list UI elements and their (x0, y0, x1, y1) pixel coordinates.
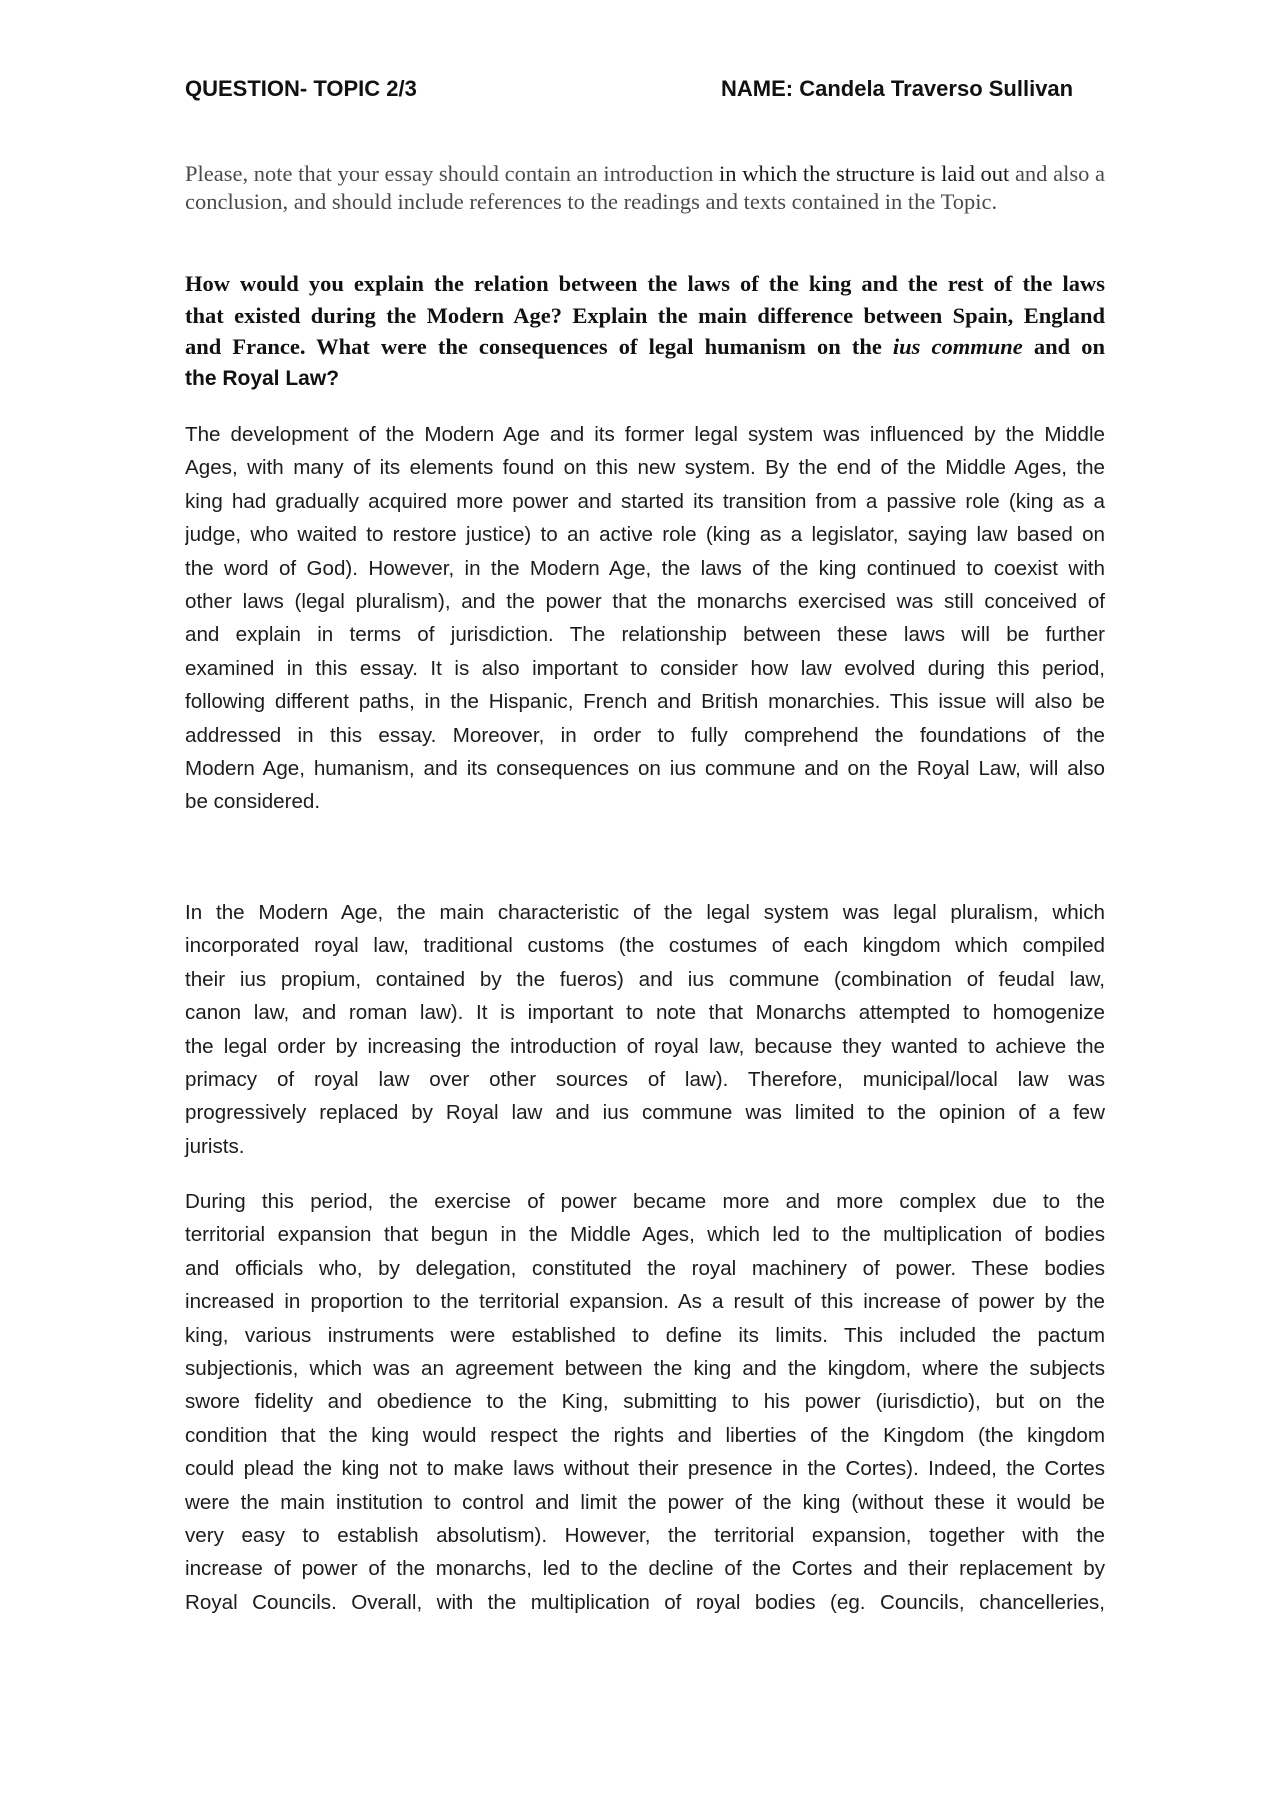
paragraph-line: swore fidelity and obedience to the King, submitting to his power (iurisdictio), but on the (185, 1390, 1105, 1414)
paragraph-line: the word of God). However, in the Modern Age, the laws of the king continued to coexist with (185, 556, 1105, 580)
paragraph-line: the legal order by increasing the introduction of royal law, because they wanted to achieve the (185, 1034, 1105, 1058)
paragraph-line: jurists. (185, 1134, 245, 1158)
paragraph-line: Royal Councils. Overall, with the multiplication of royal bodies (eg. Councils, chancelleries, (185, 1590, 1105, 1614)
paragraph-line: be considered. (185, 790, 321, 814)
paragraph-line: very easy to establish absolutism). However, the territorial expansion, together with the (185, 1524, 1105, 1548)
question-line-3-end: and on (1022, 334, 1105, 359)
paragraph-line: other laws (legal pluralism), and the power that the monarchs exercised was still conceived of (185, 590, 1105, 614)
paragraph-line: territorial expansion that begun in the Middle Ages, which led to the multiplication of bodies (185, 1223, 1105, 1247)
paragraph-line: increase of power of the monarchs, led to the decline of the Cortes and their replacement by (185, 1557, 1105, 1581)
paragraph-line: their ius propium, contained by the fueros) and ius commune (combination of feudal law, (185, 967, 1105, 991)
paragraph-line: were the main institution to control and limit the power of the king (without these it would be (185, 1490, 1105, 1514)
instructions-part-1: Please, note that your essay should contain an introduction (185, 161, 714, 186)
paragraph-line: examined in this essay. It is also important to consider how law evolved during this period, (185, 656, 1105, 680)
paragraph-line: king had gradually acquired more power and started its transition from a passive role (king as a (185, 489, 1105, 513)
paragraph-line: judge, who waited to restore justice) to an active role (king as a legislator, saying law based on (185, 523, 1105, 547)
question-line-3-start: and France. What were the consequences of legal humanism on the (185, 334, 893, 359)
paragraph-line: addressed in this essay. Moreover, in order to fully comprehend the foundations of the (185, 723, 1105, 747)
paragraph-line: Ages, with many of its elements found on this new system. By the end of the Middle Ages, the (185, 456, 1105, 480)
paragraph-line: In the Modern Age, the main characteristic of the legal system was legal pluralism, which (185, 901, 1105, 924)
instructions-part-3: and also a conclusion, and should include references to the readings and texts contained in the Topic. (185, 161, 1105, 214)
instructions-part-2: in which the structure is laid out (713, 161, 1015, 186)
essay-introduction-paragraph (185, 418, 1105, 819)
paragraph-line: and explain in terms of jurisdiction. The relationship between these laws will be further (185, 623, 1105, 647)
paragraph-line: and officials who, by delegation, constituted the royal machinery of power. These bodies (185, 1256, 1105, 1280)
paragraph-line: could plead the king not to make laws without their presence in the Cortes). Indeed, the Cortes (185, 1457, 1105, 1481)
question-line: the Royal Law? (185, 366, 340, 390)
student-name-label: NAME: Candela Traverso Sullivan (721, 76, 1074, 101)
paragraph-line: incorporated royal law, traditional customs (the costumes of each kingdom which compiled (185, 934, 1105, 958)
paragraph-line: king, various instruments were established to define its limits. This included the pactum (185, 1323, 1105, 1347)
paragraph-line: The development of the Modern Age and its former legal system was influenced by the Middle (185, 423, 1105, 446)
essay-paragraph-legal-pluralism (185, 896, 1105, 1163)
essay-paragraph-exercise-of-power (185, 1185, 1105, 1619)
paragraph-line: primacy of royal law over other sources of law). Therefore, municipal/local law was (185, 1068, 1105, 1092)
question-topic-label: QUESTION- TOPIC 2/3 (185, 76, 417, 101)
paragraph-line: During this period, the exercise of power became more and more complex due to the (185, 1190, 1105, 1213)
question-emphasis-ius-commune: ius commune (892, 334, 1023, 359)
essay-instructions (185, 160, 1105, 216)
paragraph-line: Modern Age, humanism, and its consequences on ius commune and on the Royal Law, will also (185, 757, 1105, 781)
question-line: that existed during the Modern Age? Explain the main difference between Spain, England (185, 302, 1105, 328)
essay-question (185, 268, 1105, 394)
question-line (185, 331, 1105, 363)
paragraph-line: progressively replaced by Royal law and ius commune was limited to the opinion of a few (185, 1101, 1105, 1125)
paragraph-line: canon law, and roman law). It is important to note that Monarchs attempted to homogenize (185, 1001, 1105, 1025)
paragraph-line: subjectionis, which was an agreement between the king and the kingdom, where the subjects (185, 1357, 1105, 1381)
document-header (185, 76, 1105, 106)
paragraph-line: condition that the king would respect the rights and liberties of the Kingdom (the kingdom (185, 1423, 1105, 1447)
question-line: How would you explain the relation between the laws of the king and the rest of the laws (185, 271, 1105, 296)
paragraph-line: increased in proportion to the territorial expansion. As a result of this increase of power by the (185, 1290, 1105, 1314)
paragraph-line: following different paths, in the Hispanic, French and British monarchies. This issue will also be (185, 690, 1105, 714)
